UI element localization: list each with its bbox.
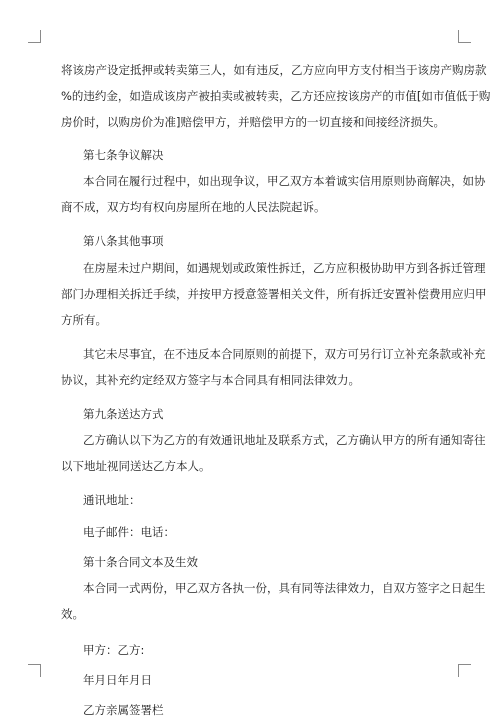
paragraph-line: 将该房产设定抵押或转卖第三人，如有违反，乙方应向甲方支付相当于该房产购房款 [61, 63, 487, 77]
section-heading: 第八条其他事项 [83, 234, 164, 248]
crop-mark-bottom-left [28, 664, 41, 677]
section-heading: 第十条合同文本及生效 [83, 555, 198, 569]
crop-mark-top-left [28, 30, 41, 43]
signature-date-labels: 年月日年月日 [83, 673, 152, 687]
paragraph-line: 以下地址视同送达乙方本人。 [61, 459, 211, 473]
paragraph-line: 在房屋未过户期间，如遇规划或政策性拆迁，乙方应积极协助甲方到各拆迁管理 [83, 261, 486, 275]
paragraph-line: 商不成，双方均有权向房屋所在地的人民法院起诉。 [61, 200, 326, 214]
paragraph-line: 本合同在履行过程中，如出现争议，甲乙双方本着诚实信用原则协商解决，如协 [83, 174, 486, 188]
paragraph-line: %的违约金，如造成该房产被拍卖或被转卖，乙方还应按该房产的市值[如市值低于购 [61, 89, 491, 103]
crop-mark-top-right [458, 30, 471, 43]
address-label: 通讯地址： [83, 493, 141, 507]
paragraph-line: 其它未尽事宜，在不违反本合同原则的前提下，双方可另行订立补充条款或补充 [83, 347, 486, 361]
section-heading: 第九条送达方式 [83, 407, 164, 421]
section-heading: 第七条争议解决 [83, 148, 164, 162]
paragraph-line: 方所有。 [61, 313, 107, 327]
paragraph-line: 房价时，以购房价为准]赔偿甲方，并赔偿甲方的一切直接和间接经济损失。 [61, 115, 445, 129]
crop-mark-bottom-right [458, 664, 471, 677]
email-phone-label: 电子邮件：电话： [83, 525, 175, 539]
paragraph-line: 协议，其补充约定经双方签字与本合同具有相同法律效力。 [61, 373, 360, 387]
paragraph-line: 部门办理相关拆迁手续，并按甲方授意签署相关文件，所有拆迁安置补偿费用应归甲 [61, 287, 487, 301]
paragraph-line: 乙方确认以下为乙方的有效通讯地址及联系方式，乙方确认甲方的所有通知寄往 [83, 433, 486, 447]
party-signature-labels: 甲方：乙方: [83, 643, 145, 657]
paragraph-line: 本合同一式两份，甲乙双方各执一份，具有同等法律效力，自双方签字之日起生 [83, 581, 486, 595]
relative-signature-label: 乙方亲属签署栏 [83, 703, 164, 717]
paragraph-line: 效。 [61, 607, 84, 621]
